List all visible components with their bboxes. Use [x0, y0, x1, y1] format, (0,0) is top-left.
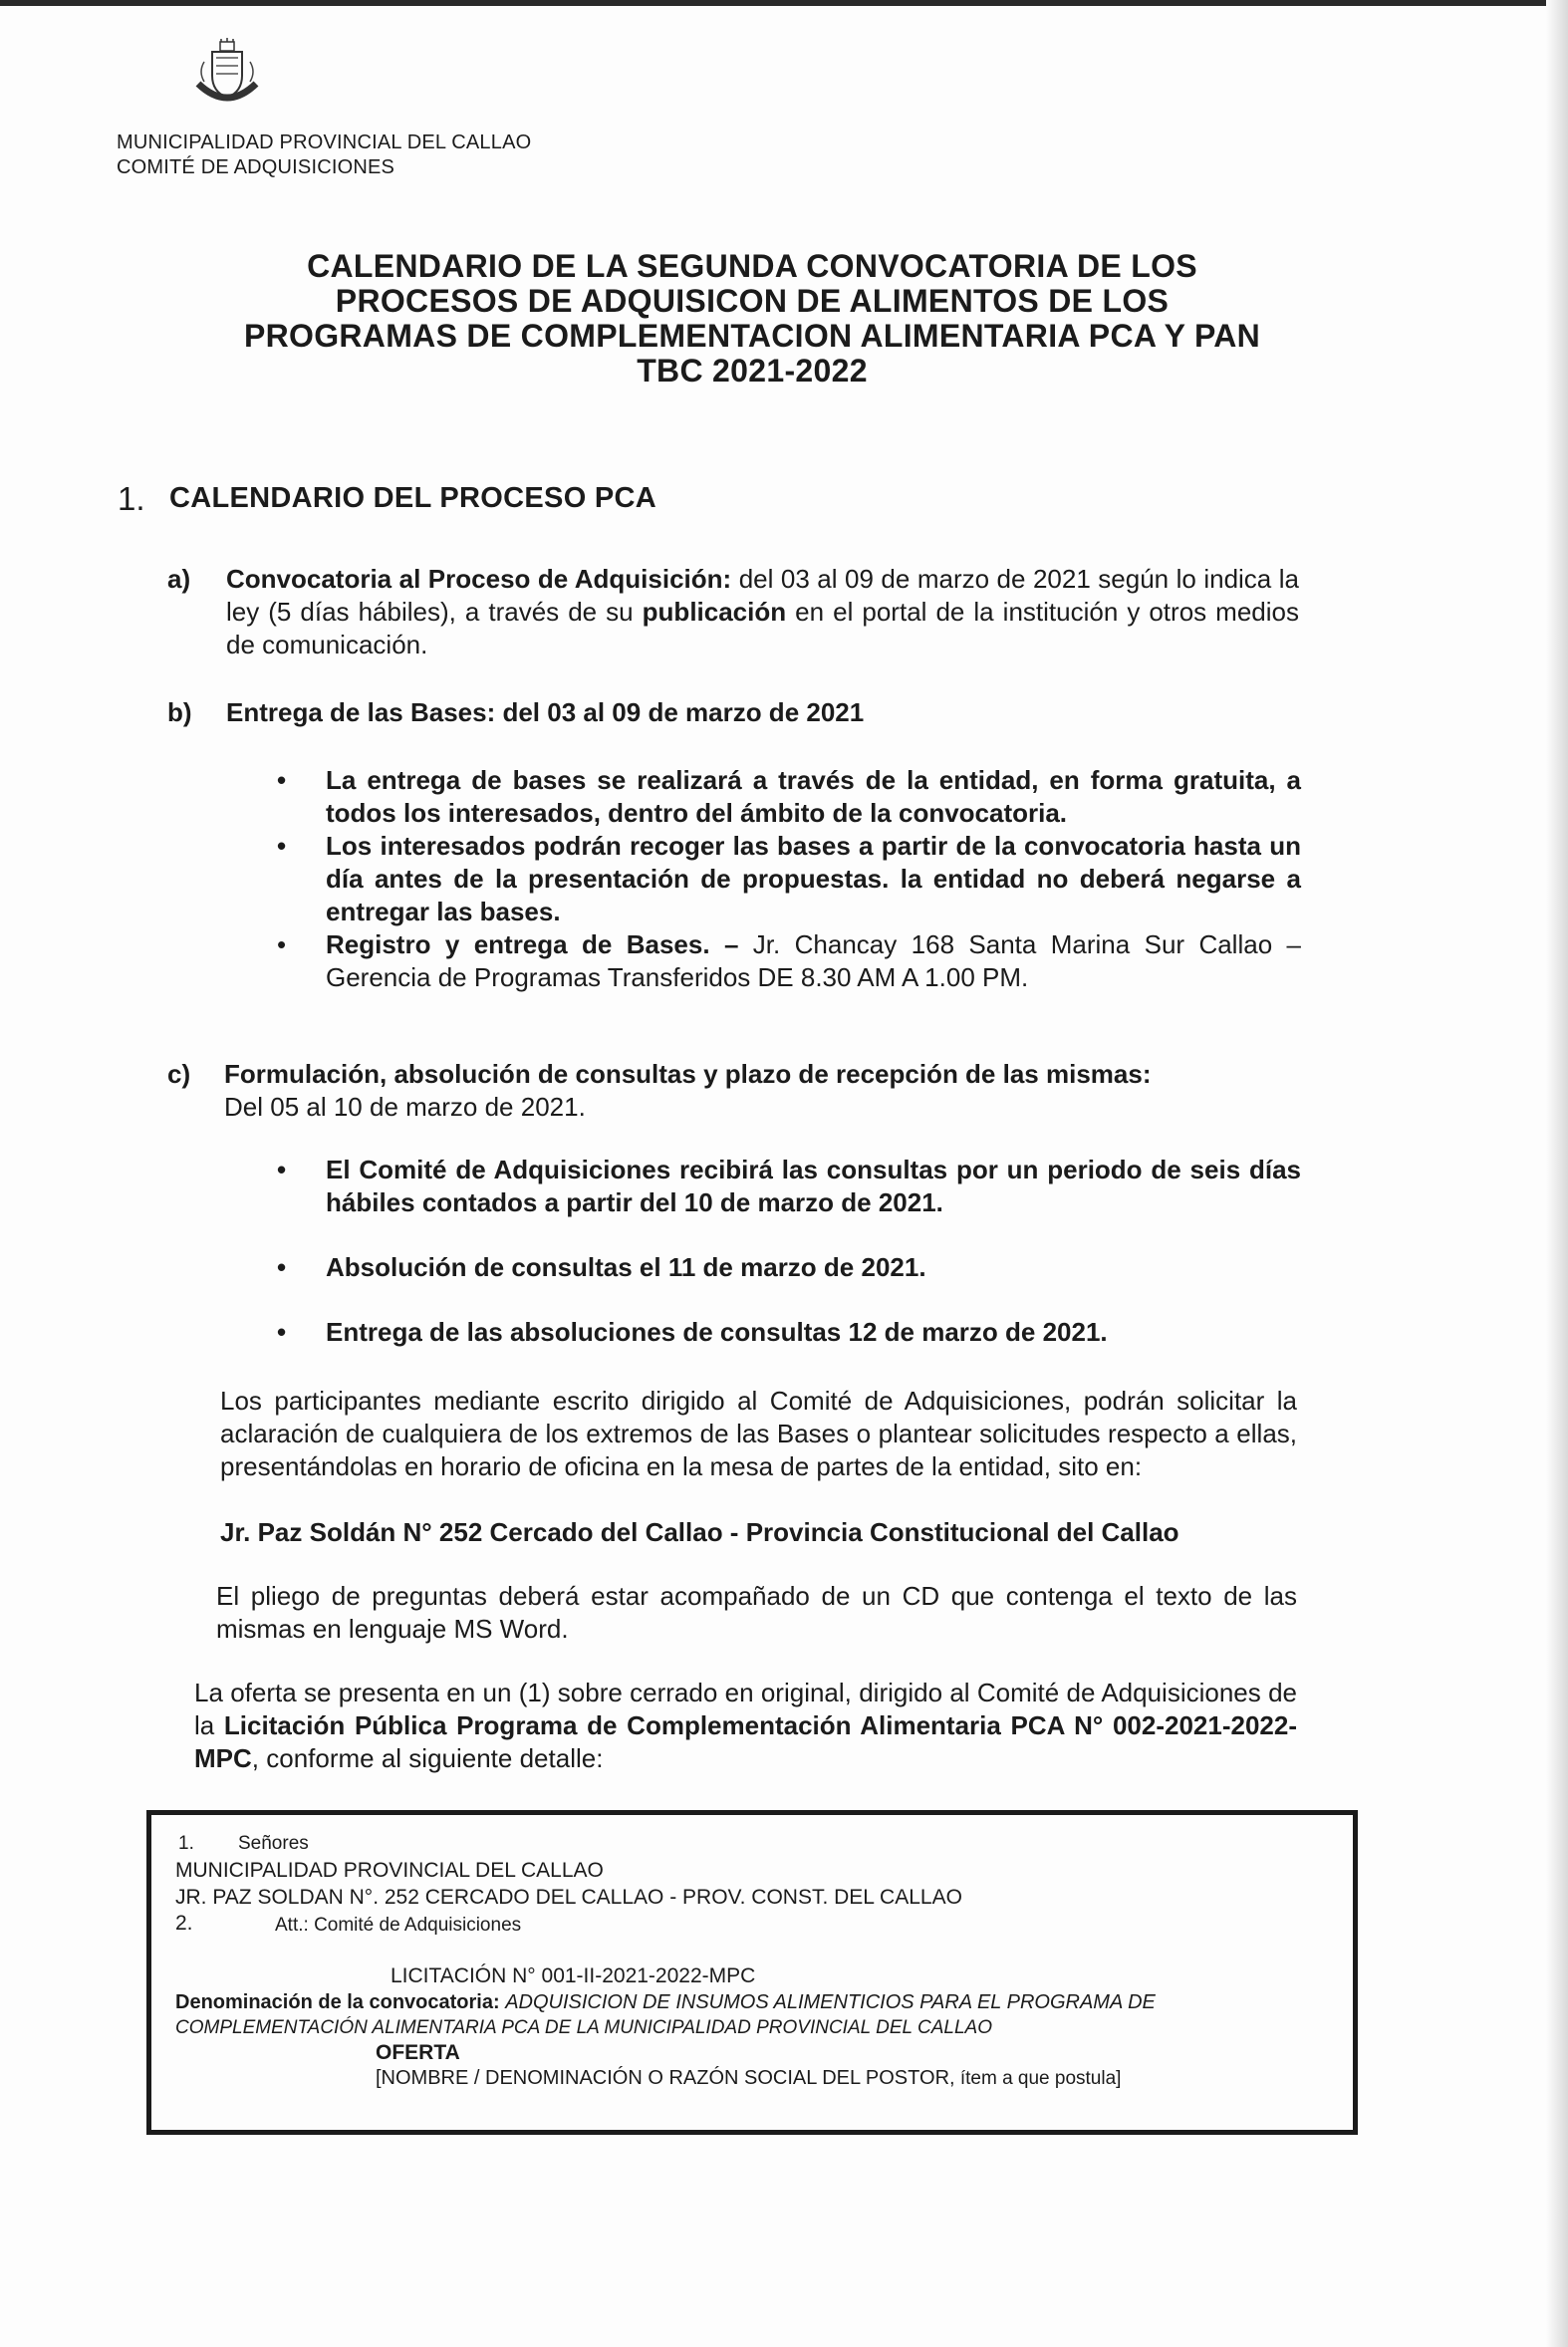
- offer-text-end: , conforme al siguiente detalle:: [251, 1743, 604, 1773]
- item-b-label: Entrega de las Bases: del 03 al 09 de marzo de 2021: [226, 697, 865, 727]
- title-line: CALENDARIO DE LA SEGUNDA CONVOCATORIA DE LOS: [307, 248, 1197, 284]
- list-item: • El Comité de Adquisiciones recibirá las consultas por un periodo de seis días hábiles contados a partir del 10 de marzo de 2021.: [269, 1154, 1301, 1219]
- box-attention: Att.: Comité de Adquisiciones: [275, 1915, 522, 1936]
- list-item: • La entrega de bases se realizará a través de la entidad, en forma gratuita, a todos los interesados, dentro del ámbito de la convocatoria.: [269, 764, 1301, 830]
- section-title: CALENDARIO DEL PROCESO PCA: [169, 482, 657, 514]
- organization-header: [117, 130, 531, 180]
- title-line: PROGRAMAS DE COMPLEMENTACION ALIMENTARIA PCA Y PAN: [243, 318, 1261, 354]
- item-b-bullet-list: [269, 764, 1301, 994]
- box-denomination-cont: [175, 2017, 992, 2039]
- item-c-cd-note: El pliego de preguntas deberá estar acompañado de un CD que contenga el texto de las mismas en lenguaje MS Word.: [216, 1581, 1297, 1644]
- title-line: TBC 2021-2022: [637, 353, 868, 389]
- offer-text: La oferta se presenta en un (1) sobre cerrado en original, dirigido al Comité de Adquisiciones de la: [194, 1678, 1297, 1740]
- item-c-dates: Del 05 al 10 de marzo de 2021.: [224, 1092, 586, 1122]
- item-c-label: Formulación, absolución de consultas y plazo de recepción de las mismas:: [224, 1059, 1152, 1089]
- envelope-label-box: [146, 1810, 1358, 2135]
- box-denomination: [175, 1991, 1156, 2014]
- item-a-body-end: en el portal de la institución y otros medios de comunicación.: [226, 597, 1299, 659]
- item-c-marker: c): [167, 1059, 191, 1089]
- org-name: MUNICIPALIDAD PROVINCIAL DEL CALLAO: [117, 131, 532, 153]
- offer-paragraph: [194, 1677, 1297, 1775]
- box-postor: [376, 2067, 1121, 2090]
- list-item: • Absolución de consultas el 11 de marzo de 2021.: [269, 1251, 1301, 1284]
- list-item: • Entrega de las absoluciones de consultas 12 de marzo de 2021.: [269, 1316, 1301, 1349]
- item-c-paragraph: Los participantes mediante escrito dirigido al Comité de Adquisiciones, podrán solicitar la aclaración de cualquiera de los extremos de las Bases o plantear solicitudes respecto a ellas, presentándolas en horario de oficina en la mesa de partes de la entidad, sito en:: [220, 1386, 1297, 1481]
- postor-note: ítem a que postula]: [954, 2068, 1122, 2089]
- item-a-marker: a): [167, 564, 191, 594]
- box-licitacion: LICITACIÓN N° 001-II-2021-2022-MPC: [391, 1964, 756, 1987]
- document-title: [179, 249, 1325, 389]
- scan-top-border: [0, 0, 1568, 6]
- item-b-marker: b): [167, 697, 192, 727]
- denomination-text: ADQUISICION DE INSUMOS ALIMENTICIOS PARA EL PROGRAMA DE: [505, 1991, 1156, 2013]
- denomination-text: COMPLEMENTACIÓN ALIMENTARIA PCA DE LA MUNICIPALIDAD PROVINCIAL DEL CALLAO: [175, 2017, 993, 2038]
- scan-right-edge: [1546, 0, 1568, 2347]
- item-c-bullet-list: [269, 1154, 1301, 1349]
- box-senores: Señores: [238, 1833, 309, 1854]
- list-item: • Los interesados podrán recoger las bases a partir de la convocatoria hasta un día antes de la presentación de propuestas. la entidad no deberá negarse a entregar las bases.: [269, 830, 1301, 928]
- section-number: 1.: [118, 480, 145, 517]
- box-num-1: 1.: [178, 1833, 194, 1854]
- item-a-bold: publicación: [642, 597, 787, 627]
- box-num-2: 2.: [175, 1912, 193, 1935]
- item-c-address: Jr. Paz Soldán N° 252 Cercado del Callao - Provincia Constitucional del Callao: [220, 1517, 1179, 1547]
- item-a-text: [226, 563, 1299, 661]
- coat-of-arms-logo: [194, 38, 260, 108]
- org-committee: COMITÉ DE ADQUISICIONES: [117, 156, 395, 178]
- box-oferta: OFERTA: [376, 2041, 460, 2064]
- postor-text: [NOMBRE / DENOMINACIÓN O RAZÓN SOCIAL DEL POSTOR,: [376, 2067, 955, 2089]
- bullet-text: Jr. Chancay 168 Santa Marina Sur Callao – Gerencia de Programas Transferidos DE 8.30 AM A 1.00 PM.: [326, 929, 1301, 992]
- offer-bold: Licitación Pública Programa de Complementación Alimentaria PCA N° 002-2021-2022-MPC: [194, 1710, 1298, 1773]
- title-line: PROCESOS DE ADQUISICON DE ALIMENTOS DE LOS: [335, 283, 1170, 319]
- bullet-bold: Registro y entrega de Bases. –: [326, 929, 739, 959]
- box-address: JR. PAZ SOLDAN N°. 252 CERCADO DEL CALLAO - PROV. CONST. DEL CALLAO: [175, 1886, 962, 1909]
- item-a-body: del 03 al 09 de marzo de 2021 según lo indica la ley (5 días hábiles), a través de su: [226, 564, 1299, 627]
- list-item: [269, 928, 1301, 994]
- box-municipality: MUNICIPALIDAD PROVINCIAL DEL CALLAO: [175, 1859, 604, 1882]
- denomination-label: Denominación de la convocatoria:: [175, 1991, 500, 2013]
- item-a-label: Convocatoria al Proceso de Adquisición:: [226, 564, 732, 594]
